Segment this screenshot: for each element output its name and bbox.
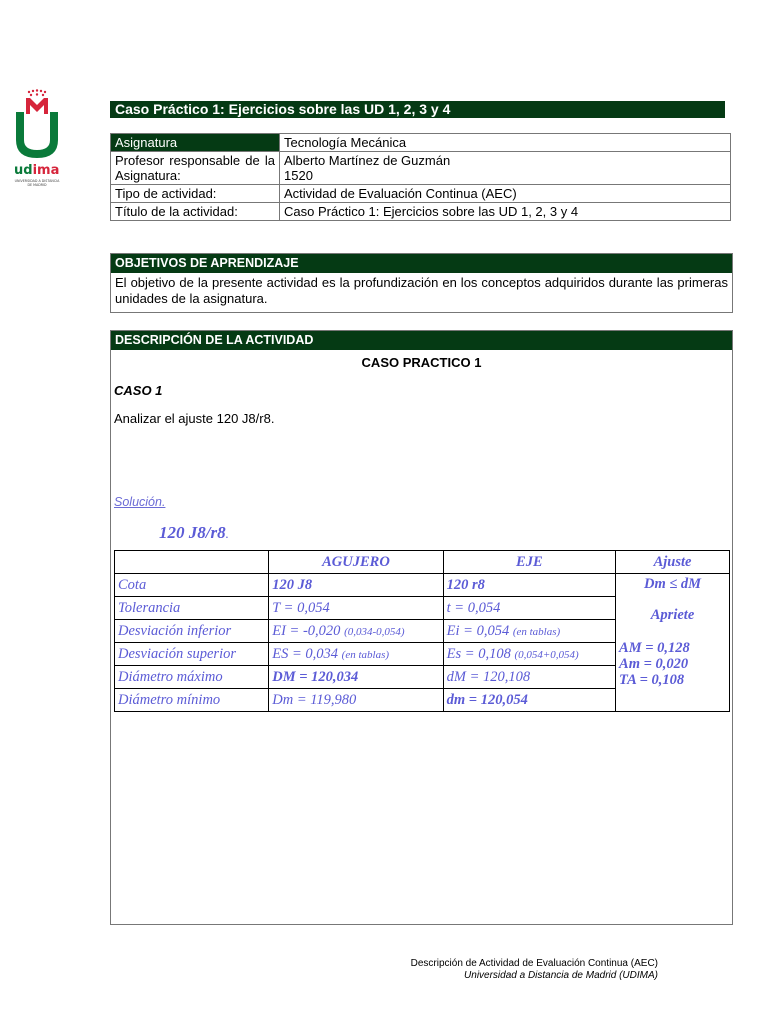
empty-header-cell [115,551,269,574]
descripcion-section [110,330,733,925]
udima-logo [12,88,62,200]
row-label: Tolerancia [115,597,269,620]
header-ajuste: Ajuste [616,551,730,574]
footer-line-1: Descripción de Actividad de Evaluación Continua (AEC) [410,958,658,969]
header-agujero: AGUJERO [269,551,443,574]
caso-practico-title: CASO PRACTICO 1 [361,355,482,370]
agujero-value: Dm = 119,980 [269,689,443,712]
row-label: Desviación superior [115,643,269,666]
row-label: Cota [115,574,269,597]
info-row-profesor [111,152,731,185]
fit-designation [159,523,229,543]
agujero-value: DM = 120,034 [269,666,443,689]
objetivos-header: OBJETIVOS DE APRENDIZAJE [111,254,732,273]
info-label: Asignatura [111,134,280,152]
agujero-value [269,620,443,643]
caso1-heading: CASO 1 [114,383,163,398]
info-row-titulo [111,203,731,221]
descripcion-header: DESCRIPCIÓN DE LA ACTIVIDAD [111,331,732,350]
eje-value: dM = 120,108 [443,666,615,689]
info-value [280,152,731,185]
row-label: Desviación inferior [115,620,269,643]
eje-note: (0,054+0,054) [514,648,579,661]
agujero-value: 120 J8 [269,574,443,597]
agujero-note: (en tablas) [341,648,390,661]
eje-value: 120 r8 [443,574,615,597]
info-row-tipo [111,185,731,203]
table-row [115,574,730,597]
eje-note: (en tablas) [512,625,561,638]
solucion-label: Solución. [114,495,166,509]
agujero-note: (0,034-0,054) [344,625,405,638]
fit-table-header [115,551,730,574]
fit-suffix: . [225,526,229,541]
info-value: Caso Práctico 1: Ejercicios sobre las UD 1, 2, 3 y 4 [280,203,731,221]
svg-text:UNIVERSIDAD A DISTANCIA: UNIVERSIDAD A DISTANCIA [14,179,60,183]
objetivos-section [110,253,733,313]
fit-table [114,550,730,712]
info-value: Tecnología Mecánica [280,134,731,152]
agujero-main: ES = 0,034 [272,645,339,662]
eje-value [443,643,615,666]
aprieto-maximo: AM = 0,128 [619,640,690,656]
info-value: Actividad de Evaluación Continua (AEC) [280,185,731,203]
row-label: Diámetro máximo [115,666,269,689]
objetivos-text: El objetivo de la presente actividad es la profundización en los conceptos adquiridos durante las primeras unidades de la asignatura. [115,275,728,306]
info-label: Tipo de actividad: [111,185,280,203]
ajuste-cell [616,574,730,712]
footer-line-2: Universidad a Distancia de Madrid (UDIMA) [464,970,658,981]
aprieto-minimo: Am = 0,020 [619,656,689,672]
eje-value: t = 0,054 [443,597,615,620]
enunciado-text: Analizar el ajuste 120 J8/r8. [114,411,275,426]
info-label: Título de la actividad: [111,203,280,221]
svg-text:udima: udima [14,163,60,178]
profesor-code: 1520 [284,168,313,183]
info-table [110,133,731,221]
document-title: Caso Práctico 1: Ejercicios sobre las UD 1, 2, 3 y 4 [110,101,725,118]
ajuste-condicion: Dm ≤ dM [643,576,702,592]
agujero-main: EI = -0,020 [272,622,341,639]
ajuste-tipo: Apriete [650,607,695,623]
eje-value: dm = 120,054 [443,689,615,712]
page-footer [411,958,658,982]
agujero-value: T = 0,054 [269,597,443,620]
fit-text: 120 J8/r8 [159,523,226,542]
row-label: Diámetro mínimo [115,689,269,712]
eje-main: Es = 0,108 [446,645,511,662]
eje-main: Ei = 0,054 [446,622,510,639]
agujero-value [269,643,443,666]
svg-text:DE MADRID: DE MADRID [27,183,47,187]
eje-value [443,620,615,643]
info-label: Profesor responsable de la Asignatura: [111,152,280,185]
header-eje: EJE [443,551,615,574]
info-row-asignatura [111,134,731,152]
tolerancia-ajuste: TA = 0,108 [619,672,685,688]
profesor-name: Alberto Martínez de Guzmán [284,153,451,168]
